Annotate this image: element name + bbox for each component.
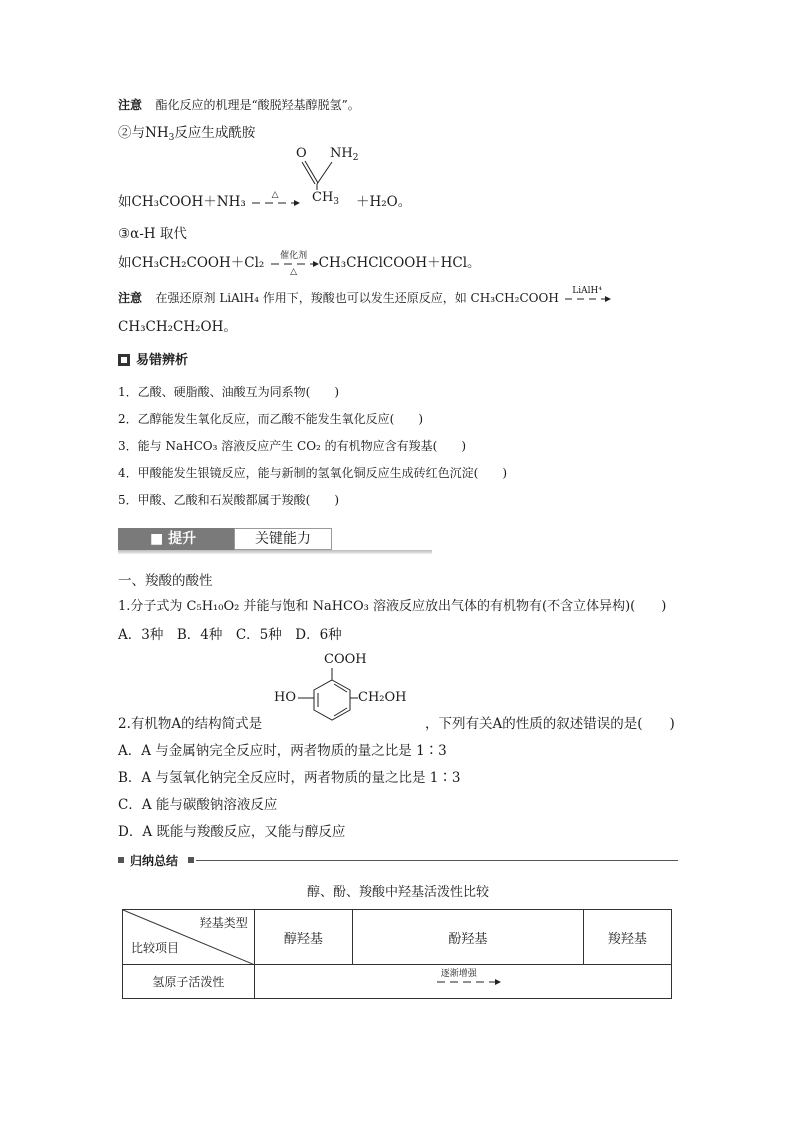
arrow-condition: LiAlH⁴ (572, 285, 602, 296)
eq-reactants: CH₃COOH＋NH₃ (131, 194, 246, 210)
arrow-condition: △ (271, 189, 279, 200)
summary-rule (196, 860, 678, 861)
comparison-table (122, 909, 672, 999)
corner-bottom-label: 比较项目 (131, 941, 180, 955)
summary-header (118, 853, 678, 869)
section-banner-light: 关键能力 (234, 528, 332, 550)
error-item: 5．甲酸、乙酸和石炭酸都属于羧酸( ) (118, 493, 339, 507)
question-2-option: D．A 既能与羧酸反应，又能与醇反应 (118, 824, 346, 840)
question-2-option: B．A 与氢氧化钠完全反应时，两者物质的量之比是 1∶3 (118, 770, 461, 786)
eq-reactants: CH₃CH₂COOH＋Cl₂ (131, 255, 265, 271)
section-marker-icon (118, 354, 130, 366)
atom-nh2: $NH_2$ (330, 146, 359, 163)
item-2-heading (118, 124, 255, 147)
question-2-stem-post: ，下列有关A的性质的叙述错误的是( ) (425, 716, 675, 732)
table-row (123, 965, 672, 999)
note-1 (118, 96, 360, 114)
corner-top-label: 羟基类型 (199, 916, 248, 930)
error-item: 4．甲酸能发生银镜反应，能与新制的氢氧化铜反应生成砖红色沉淀( ) (118, 466, 508, 480)
reaction-arrow (269, 250, 319, 277)
question-2-option: A．A 与金属钠完全反应时，两者物质的量之比是 1∶3 (118, 743, 447, 759)
item-text-pre: 与 (131, 125, 145, 141)
eq-products: CH₃CHClCOOH＋HCl。 (318, 255, 481, 271)
question-2-stem-pre: 2.有机物A的结构简式是 (118, 716, 263, 732)
section-banner-shadow (118, 550, 432, 554)
benzene-ring (272, 650, 422, 730)
arrow-condition-over: 催化剂 (280, 250, 308, 261)
formula: NH (145, 125, 169, 141)
eq-prefix: 如 (118, 255, 132, 271)
group-ch2oh: CH₂OH (358, 690, 407, 705)
note-text: 在强还原剂 LiAlH₄ 作用下，羧酸也可以发生还原反应，如 CH₃CH₂COOH (155, 291, 559, 305)
error-item: 3．能与 NaHCO₃ 溶液反应产生 CO₂ 的有机物应含有羧基( ) (118, 439, 467, 453)
table-row-label: 氢原子活泼性 (123, 965, 255, 999)
arrow-condition-under: △ (290, 266, 298, 277)
question-2-option: C．A 能与碳酸钠溶液反应 (118, 797, 278, 813)
formula-sub: 3 (168, 133, 175, 143)
errors-title: 易错辨析 (136, 353, 189, 368)
note-text: 酯化反应的机理是“酸脱羟基醇脱氢”。 (155, 98, 360, 112)
reaction-arrow (563, 285, 611, 308)
error-item: 1．乙酸、硬脂酸、油酸互为同系物( ) (118, 385, 339, 399)
error-item: 2．乙醇能发生氧化反应，而乙酸不能发生氧化反应( ) (118, 412, 424, 426)
note-2-line-2: CH₃CH₂CH₂OH。 (118, 319, 237, 335)
item-3-heading: ③α-H 取代 (118, 226, 187, 242)
arrow-label: 逐渐增强 (440, 969, 477, 979)
table-header-row (123, 910, 672, 965)
table-header-cell: 醇羟基 (254, 910, 352, 965)
group-ho: HO (274, 690, 296, 705)
table-title: 醇、酚、羧酸中羟基活泼性比较 (306, 885, 489, 900)
summary-dot-left (118, 857, 124, 863)
table-row-value (254, 965, 671, 999)
section-banner-dark: ■ 提升 (118, 528, 234, 550)
part-heading: 一、羧酸的酸性 (118, 573, 213, 589)
item-text-post: 反应生成酰胺 (174, 125, 256, 141)
atom-o: O (296, 146, 307, 161)
atom-ch3: $CH_3$ (312, 190, 340, 207)
item-number: ② (118, 125, 132, 141)
increase-arrow-icon (435, 977, 505, 987)
equation-2 (118, 250, 481, 277)
summary-dot-right (188, 857, 194, 863)
summary-label: 归纳总结 (130, 854, 179, 868)
eq-prefix: 如 (118, 194, 132, 210)
section-banner (118, 528, 432, 552)
note-label: 注意 (118, 98, 143, 112)
note-2 (118, 285, 611, 308)
eq1-product-tail: ＋H₂O。 (356, 194, 412, 210)
equation-1 (118, 189, 300, 212)
compound-a-structure (272, 650, 422, 730)
reaction-arrow (250, 189, 300, 212)
note-label: 注意 (118, 291, 143, 305)
question-1-options: A．3种 B．4种 C．5种 D．6种 (118, 627, 342, 643)
table-corner-cell (123, 910, 255, 965)
table-header-cell: 酚羟基 (352, 910, 583, 965)
group-cooh: COOH (324, 652, 367, 667)
question-1-stem: 1.分子式为 C₅H₁₀O₂ 并能与饱和 NaHCO₃ 溶液反应放出气体的有机物有(不含立体异构)( ) (118, 599, 667, 614)
table-header-cell: 羧羟基 (583, 910, 671, 965)
